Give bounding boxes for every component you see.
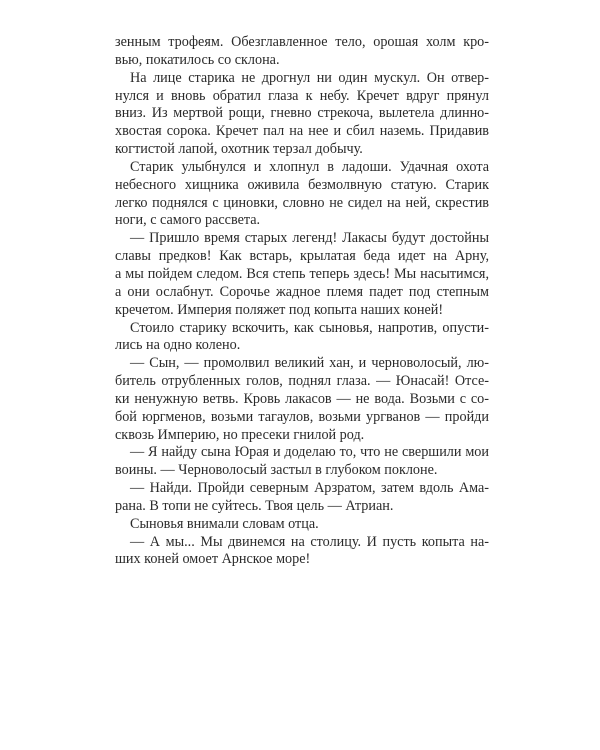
text-line: нулся и вновь обратил глаза к небу. Кречет вдруг прянул <box>115 87 489 104</box>
text-line: рана. В топи не суйтесь. Твоя цель — Атриан. <box>115 497 394 514</box>
text-line: Стоило старику вскочить, как сыновья, напротив, опусти- <box>130 319 489 336</box>
text-line: а мы пойдем следом. Вся степь теперь здесь! Мы насытимся, <box>115 265 489 282</box>
text-line: когтистой лапой, охотник терзал добычу. <box>115 141 363 158</box>
text-line: воины. — Черноволосый застыл в глубоком поклоне. <box>115 462 438 479</box>
text-line: битель отрубленных голов, поднял глаза. — Юнасай! Отсе- <box>115 373 489 390</box>
text-line: — Я найду сына Юрая и доделаю то, что не свершили мои <box>130 444 489 461</box>
text-line: бой юргменов, возьми тагаулов, возьми ургванов — пройди <box>115 408 489 425</box>
text-line: небесного хищника оживила безмолвную статую. Старик <box>115 176 489 193</box>
text-line: Старик улыбнулся и хлопнул в ладоши. Удачная охота <box>130 158 489 175</box>
text-line: а они ослабнут. Сорочье жадное племя падет под степным <box>115 283 489 300</box>
text-line: сквозь Империю, но пресеки гнилой род. <box>115 426 365 443</box>
text-line: кречетом. Империя поляжет под копыта наших коней! <box>115 301 444 318</box>
text-line: — Найди. Пройди северным Арзратом, затем вдоль Ама- <box>130 480 489 497</box>
text-line: ших коней омоет Арнское море! <box>115 551 311 568</box>
text-line: — Пришло время старых легенд! Лакасы будут достойны <box>130 230 489 247</box>
text-line: вью, покатилось со склона. <box>115 51 280 68</box>
text-line: лись на одно колено. <box>115 337 241 354</box>
text-line: вниз. Из мертвой рощи, гневно стрекоча, вылетела длинно- <box>115 105 489 122</box>
text-line: ноги, с самого рассвета. <box>115 212 261 229</box>
text-line: Сыновья внимали словам отца. <box>130 515 319 532</box>
text-line: зенным трофеям. Обезглавленное тело, орошая холм кро- <box>115 34 489 50</box>
text-line: легко поднялся с циновки, словно не сидел на ней, скрестив <box>115 194 489 211</box>
text-line: На лице старика не дрогнул ни один мускул. Он отвер- <box>130 69 489 86</box>
body-text <box>115 34 489 569</box>
text-line: — Сын, — промолвил великий хан, и черноволосый, лю- <box>130 355 489 372</box>
text-line: — А мы... Мы двинемся на столицу. И пусть копыта на- <box>130 533 489 550</box>
text-line: славы предков! Как встарь, крылатая беда идет на Арну, <box>115 248 489 265</box>
text-line: ки ненужную ветвь. Кровь лакасов — не вода. Возьми с со- <box>115 390 489 407</box>
text-line: хвостая сорока. Кречет пал на нее и сбил наземь. Придавив <box>115 123 489 140</box>
